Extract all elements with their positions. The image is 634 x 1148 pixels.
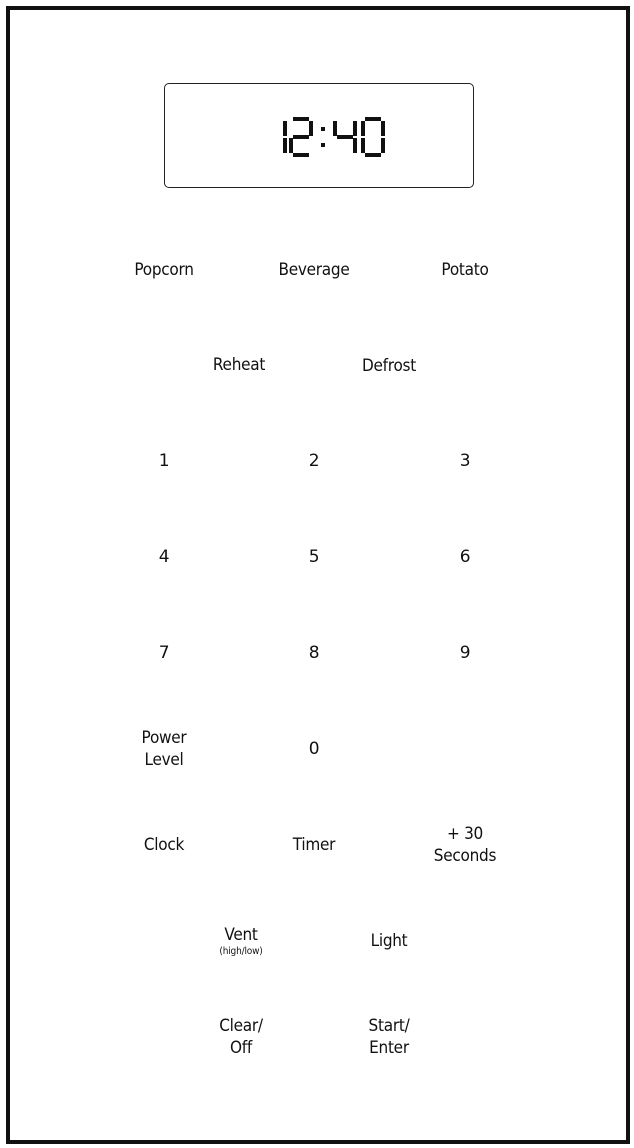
popcorn-button[interactable] bbox=[131, 259, 197, 281]
clear-off-button[interactable] bbox=[217, 1015, 265, 1059]
number-9-label: 9 bbox=[459, 643, 471, 663]
add-30-seconds-button[interactable] bbox=[430, 823, 499, 867]
number-8-label: 8 bbox=[308, 643, 320, 663]
add-30-seconds-label-line1: + 30 bbox=[446, 824, 484, 844]
potato-button[interactable] bbox=[439, 259, 491, 281]
segment-e bbox=[289, 138, 293, 153]
number-8-button[interactable] bbox=[309, 642, 320, 664]
clear-off-label-line2: Off bbox=[229, 1038, 253, 1058]
display-digit-0 bbox=[283, 121, 287, 153]
number-6-button[interactable] bbox=[460, 546, 471, 568]
timer-label: Timer bbox=[292, 835, 336, 855]
defrost-button[interactable] bbox=[359, 355, 419, 377]
display-colon-dot-top bbox=[321, 127, 325, 131]
time-display bbox=[164, 83, 474, 188]
clear-off-label-line1: Clear/ bbox=[219, 1016, 263, 1036]
segment-d bbox=[365, 153, 381, 157]
number-0-button[interactable] bbox=[309, 738, 320, 760]
power-level-label-line2: Level bbox=[144, 750, 184, 770]
popcorn-label: Popcorn bbox=[134, 260, 194, 280]
power-level-button[interactable] bbox=[139, 727, 189, 771]
segment-c bbox=[381, 138, 385, 153]
number-3-label: 3 bbox=[459, 451, 471, 471]
light-button[interactable] bbox=[369, 930, 410, 952]
number-9-button[interactable] bbox=[460, 642, 471, 664]
potato-label: Potato bbox=[441, 260, 489, 280]
segment-f bbox=[361, 121, 365, 136]
timer-button[interactable] bbox=[290, 834, 337, 856]
beverage-label: Beverage bbox=[278, 260, 350, 280]
segment-g bbox=[337, 135, 353, 139]
number-3-button[interactable] bbox=[460, 450, 471, 472]
beverage-button[interactable] bbox=[275, 259, 354, 281]
number-7-label: 7 bbox=[158, 643, 170, 663]
number-5-button[interactable] bbox=[309, 546, 320, 568]
start-enter-label-line1: Start/ bbox=[368, 1016, 410, 1036]
segment-g bbox=[293, 135, 309, 139]
number-5-label: 5 bbox=[308, 547, 320, 567]
segment-a bbox=[293, 117, 309, 121]
segment-b bbox=[353, 121, 357, 136]
number-4-button[interactable] bbox=[159, 546, 170, 568]
start-enter-label-line2: Enter bbox=[369, 1038, 409, 1058]
segment-f bbox=[333, 121, 337, 136]
number-4-label: 4 bbox=[158, 547, 170, 567]
display-digit-3 bbox=[361, 117, 385, 157]
power-level-label-line1: Power bbox=[141, 728, 187, 748]
segment-e bbox=[361, 138, 365, 153]
segment-b bbox=[309, 121, 313, 136]
number-1-label: 1 bbox=[158, 451, 170, 471]
number-2-label: 2 bbox=[308, 451, 320, 471]
vent-button[interactable] bbox=[217, 924, 265, 958]
segment-b bbox=[381, 121, 385, 136]
light-label: Light bbox=[370, 931, 408, 951]
number-1-button[interactable] bbox=[159, 450, 170, 472]
segment-a bbox=[365, 117, 381, 121]
defrost-label: Defrost bbox=[362, 356, 416, 376]
number-7-button[interactable] bbox=[159, 642, 170, 664]
number-2-button[interactable] bbox=[309, 450, 320, 472]
vent-sublabel: (high/low) bbox=[219, 946, 263, 957]
reheat-button[interactable] bbox=[210, 354, 268, 376]
clock-label: Clock bbox=[143, 835, 185, 855]
segment-c bbox=[353, 138, 357, 153]
reheat-label: Reheat bbox=[212, 355, 266, 375]
display-colon-dot-bottom bbox=[321, 143, 325, 147]
segment-b bbox=[283, 121, 287, 136]
number-6-label: 6 bbox=[459, 547, 471, 567]
display-digit-2 bbox=[333, 121, 357, 153]
display-digit-1 bbox=[289, 117, 313, 157]
seven-segment-readout bbox=[165, 84, 475, 189]
add-30-seconds-label-line2: Seconds bbox=[433, 846, 497, 866]
segment-c bbox=[283, 138, 287, 153]
number-0-label: 0 bbox=[308, 739, 320, 759]
segment-d bbox=[293, 153, 309, 157]
clock-button[interactable] bbox=[142, 834, 187, 856]
start-enter-button[interactable] bbox=[366, 1015, 411, 1059]
vent-label: Vent bbox=[224, 925, 258, 945]
